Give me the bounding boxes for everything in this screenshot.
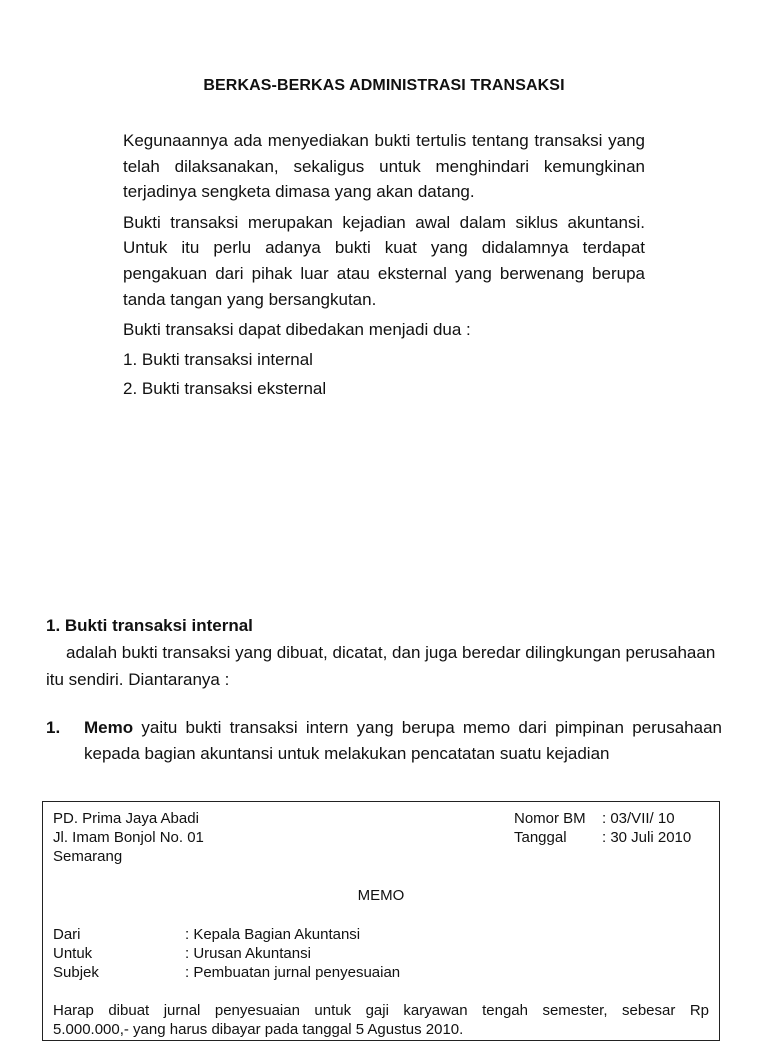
memo-number-value: : 03/VII/ 10	[602, 810, 675, 827]
intro-list-item-external: 2. Bukti transaksi eksternal	[123, 379, 327, 399]
memo-reference-block	[514, 809, 691, 847]
section-description: adalah bukti transaksi yang dibuat, dicatat, dan juga beredar dilingkungan perusahaan itu sendiri. Diantaranya :	[46, 643, 716, 689]
memo-number-row	[514, 809, 691, 828]
section-heading: 1. Bukti transaksi internal	[46, 616, 253, 635]
memo-sender-block	[53, 809, 204, 866]
internal-section	[46, 612, 726, 693]
item-body	[84, 715, 722, 767]
item-number: 1.	[46, 718, 61, 737]
item-text: yaitu bukti transaksi intern yang berupa memo dari pimpinan perusahaan kepada bagian akuntansi untuk melakukan pencatatan suatu kejadian	[84, 718, 722, 763]
memo-company-city: Semarang	[53, 848, 123, 865]
intro-paragraph-definition: Bukti transaksi merupakan kejadian awal dalam siklus akuntansi. Untuk itu perlu adanya bukti kuat yang didalamnya terdapat pengakuan dari pihak luar atau eksternal yang berwenang berupa tanda tangan yang bersangkutan.	[123, 212, 645, 309]
memo-fields	[53, 925, 400, 982]
memo-heading: MEMO	[357, 887, 405, 904]
document-title: BERKAS-BERKAS ADMINISTRASI TRANSAKSI	[203, 77, 565, 94]
item-term: Memo	[84, 718, 134, 737]
memo-subject-label: Subjek	[53, 964, 99, 981]
memo-company-address: Jl. Imam Bonjol No. 01	[53, 829, 204, 846]
memo-to-row	[53, 944, 400, 963]
memo-subject-row	[53, 963, 400, 982]
memo-from-value: : Kepala Bagian Akuntansi	[185, 926, 361, 943]
memo-company-name: PD. Prima Jaya Abadi	[53, 810, 199, 827]
memo-date-value: : 30 Juli 2010	[602, 829, 692, 846]
memo-date-row	[514, 828, 691, 847]
memo-body-line-2: 5.000.000,- yang harus dibayar pada tanggal 5 Agustus 2010.	[53, 1021, 464, 1038]
memo-from-row	[53, 925, 400, 944]
memo-date-label: Tanggal	[514, 829, 567, 846]
memo-to-label: Untuk	[53, 945, 93, 962]
memo-body-line-1: Harap dibuat jurnal penyesuaian untuk gaji karyawan tengah semester, sebesar Rp	[53, 1002, 709, 1019]
memo-subject-value: : Pembuatan jurnal penyesuaian	[185, 964, 401, 981]
numbered-item-memo	[46, 715, 722, 767]
intro-paragraph-purpose: Kegunaannya ada menyediakan bukti tertulis tentang transaksi yang telah dilaksanakan, sekaligus untuk menghindari kemungkinan terjadinya sengketa dimasa yang akan datang.	[123, 131, 645, 202]
intro-section	[123, 128, 645, 406]
memo-example-box	[42, 801, 720, 1041]
intro-list-item-internal: 1. Bukti transaksi internal	[123, 349, 313, 369]
memo-number-label: Nomor BM	[514, 810, 586, 827]
memo-to-value: : Urusan Akuntansi	[185, 945, 311, 962]
intro-paragraph-types: Bukti transaksi dapat dibedakan menjadi dua :	[123, 320, 471, 340]
memo-from-label: Dari	[53, 926, 81, 943]
